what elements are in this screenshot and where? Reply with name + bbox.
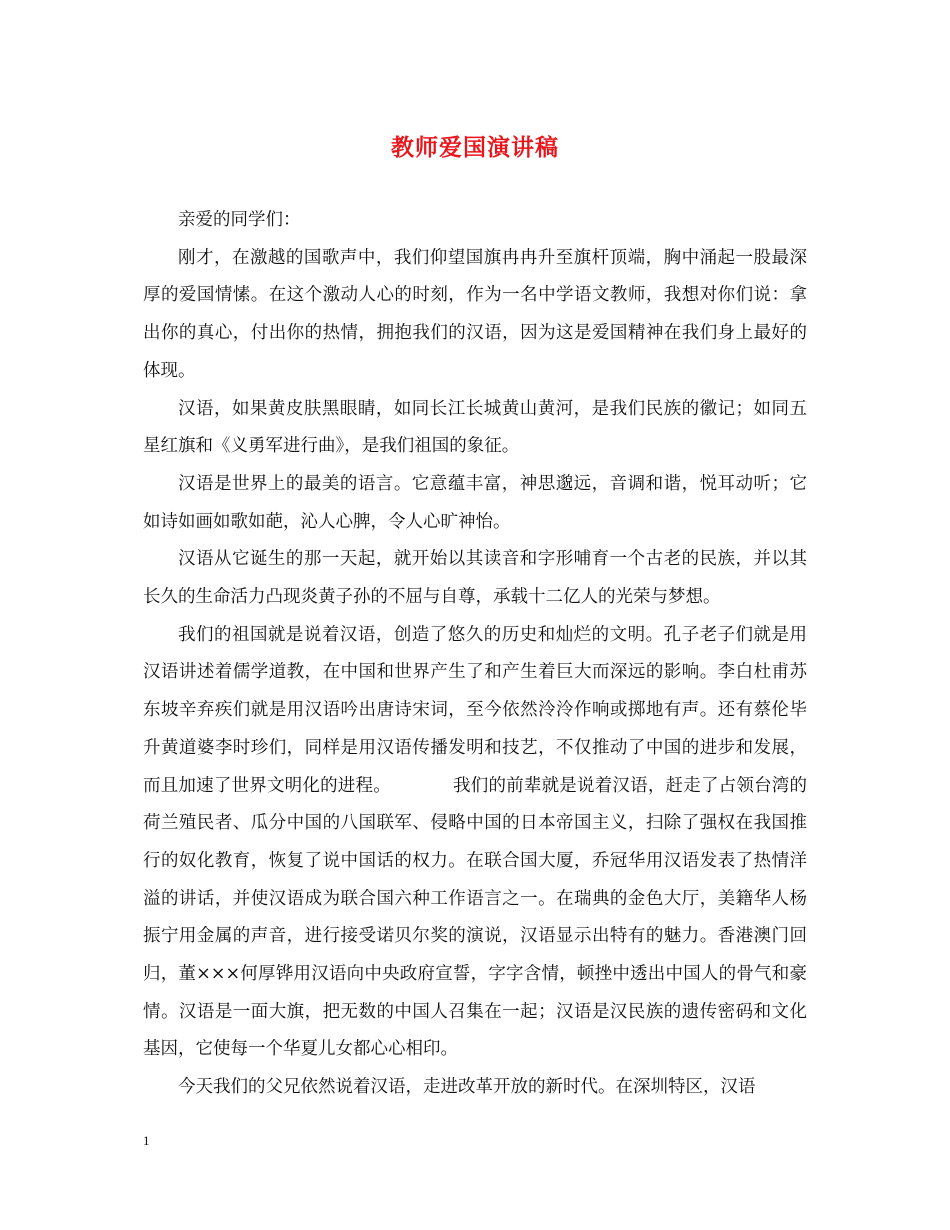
document-body <box>143 202 807 1107</box>
paragraph: 刚才，在激越的国歌声中，我们仰望国旗冉冉升至旗杆顶端，胸中涌起一股最深厚的爱国情愫。在这个激动人心的时刻，作为一名中学语文教师，我想对你们说：拿出你的真心，付出你的热情，拥抱我们的汉语，因为这是爱国精神在我们身上最好的体现。 <box>143 247 807 381</box>
document-title: 教师爱国演讲稿 <box>391 134 559 161</box>
paragraph-salutation: 亲爱的同学们： <box>178 210 301 230</box>
paragraph: 今天我们的父兄依然说着汉语，走进改革开放的新时代。在深圳特区，汉语 <box>178 1077 756 1098</box>
page-number: 1 <box>143 1133 150 1148</box>
paragraph: 汉语从它诞生的那一天起，就开始以其读音和字形哺育一个古老的民族，并以其长久的生命活力凸现炎黄子孙的不屈与自尊，承载十二亿人的光荣与梦想。 <box>143 549 807 608</box>
paragraph: 我们的祖国就是说着汉语，创造了悠久的历史和灿烂的文明。孔子老子们就是用汉语讲述着儒学道教，在中国和世界产生了和产生着巨大而深远的影响。李白杜甫苏东坡辛弃疾们就是用汉语吟出唐诗宋词，至今依然泠泠作响或掷地有声。还有蔡伦毕升黄道婆李时珍们，同样是用汉语传播发明和技艺，不仅推动了中国的进步和发展，而且加速了世界文明化的进程。 我们的前辈就是说着汉语，赶走了占领台湾的荷兰殖民者、瓜分中国的八国联军、侵略中国的日本帝国主义，扫除了强权在我国推行的奴化教育，恢复了说中国话的权力。在联合国大厦，乔冠华用汉语发表了热情洋溢的讲话，并使汉语成为联合国六种工作语言之一。在瑞典的金色大厅，美籍华人杨振宁用金属的声音，进行接受诺贝尔奖的演说，汉语显示出特有的魅力。香港澳门回归，董×××何厚铧用汉语向中央政府宣誓，字字含情，顿挫中透出中国人的骨气和豪情。汉语是一面大旗，把无数的中国人召集在一起；汉语是汉民族的遗传密码和文化基因，它使每一个华夏儿女都心心相印。 <box>143 624 807 1060</box>
paragraph: 汉语，如果黄皮肤黑眼睛，如同长江长城黄山黄河，是我们民族的徽记；如同五星红旗和《义勇军进行曲》，是我们祖国的象征。 <box>143 398 807 457</box>
paragraph: 汉语是世界上的最美的语言。它意蕴丰富，神思邈远，音调和谐，悦耳动听；它如诗如画如歌如葩，沁人心脾，令人心旷神怡。 <box>143 473 807 532</box>
